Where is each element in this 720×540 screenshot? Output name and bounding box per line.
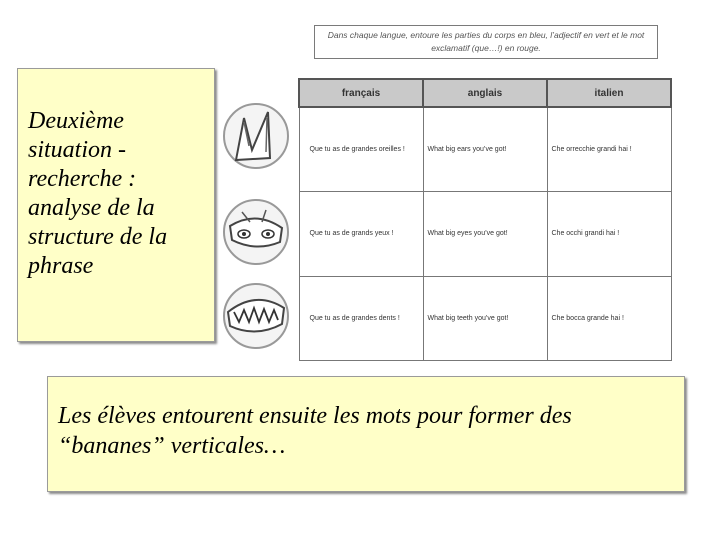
cell-francais: Que tu as de grandes oreilles !: [299, 107, 423, 192]
table-row: [299, 107, 671, 192]
caption-text: Les élèves entourent ensuite les mots pour former des “bananes” verticales…: [58, 403, 572, 459]
illustration-column: [222, 102, 294, 362]
cell-italien: Che occhi grandi hai !: [547, 192, 671, 276]
table-row: [299, 276, 671, 360]
header-francais: français: [299, 79, 423, 107]
wolf-ears-icon: [222, 102, 290, 170]
instruction-text: Dans chaque langue, entoure les parties du corps en bleu, l’adjectif en vert et le mot exclamatif (que…!) en rouge.: [327, 30, 645, 53]
cell-francais: Que tu as de grands yeux !: [299, 192, 423, 276]
header-italien: italien: [547, 79, 671, 107]
cell-francais: Que tu as de grandes dents !: [299, 276, 423, 360]
language-table: [298, 78, 672, 361]
cell-italien: Che orrecchie grandi hai !: [547, 107, 671, 192]
wolf-teeth-icon: [222, 282, 290, 350]
instruction-box: [314, 25, 658, 59]
cell-anglais: What big eyes you’ve got!: [423, 192, 547, 276]
wolf-eyes-icon: [222, 198, 290, 266]
table-row: [299, 192, 671, 276]
cell-anglais: What big teeth you’ve got!: [423, 276, 547, 360]
slide-title: Deuxième situation - recherche : analyse de la structure de la phrase: [28, 108, 168, 279]
caption-box: [47, 376, 685, 492]
header-anglais: anglais: [423, 79, 547, 107]
cell-anglais: What big ears you’ve got!: [423, 107, 547, 192]
title-box: [17, 68, 215, 342]
cell-italien: Che bocca grande hai !: [547, 276, 671, 360]
